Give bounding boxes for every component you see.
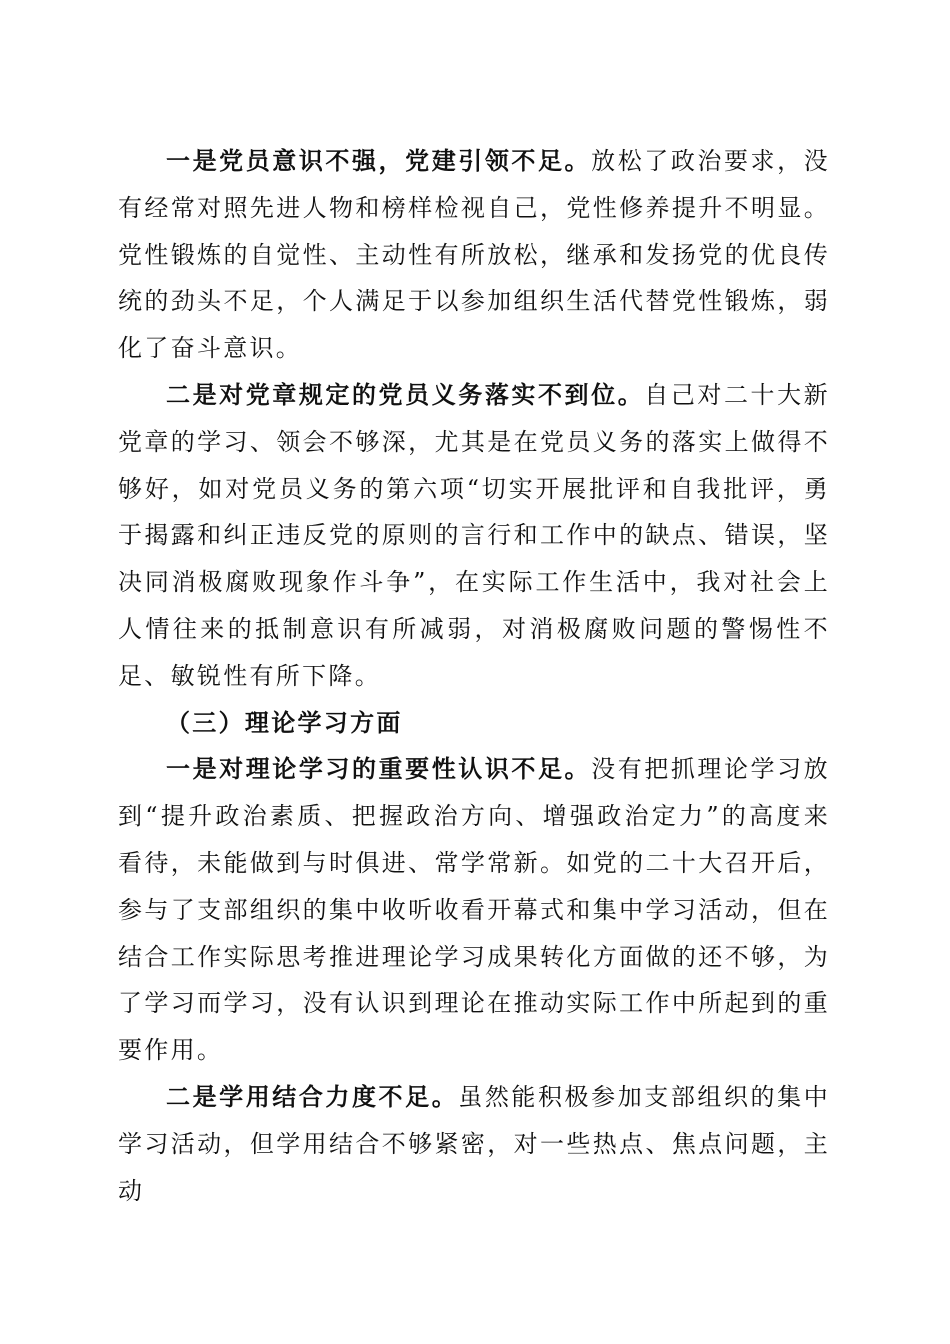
paragraph-party-awareness (118, 138, 830, 372)
section-heading: （三）理论学习方面 (166, 708, 403, 737)
document-body (118, 138, 830, 1214)
paragraph-text: 虽然能积极参加支部组织的集中学习活动，但学用结合不够紧密，对一些热点、焦点问题，主动 (118, 1082, 830, 1205)
paragraph-theory-importance (118, 746, 830, 1074)
paragraph-lead: 一是党员意识不强，党建引领不足。 (166, 147, 592, 175)
paragraph-text: 放松了政治要求，没有经常对照先进人物和榜样检视自己，党性修养提升不明显。党性锻炼的自觉性、主动性有所放松，继承和发扬党的优良传统的劲头不足，个人满足于以参加组织生活代替党性锻炼，弱化了奋斗意识。 (118, 147, 830, 363)
paragraph-lead: 一是对理论学习的重要性认识不足。 (166, 755, 592, 784)
paragraph-theory-practice (118, 1074, 830, 1214)
paragraph-lead: 二是对党章规定的党员义务落实不到位。 (166, 380, 645, 409)
paragraph-lead: 二是学用结合力度不足。 (166, 1082, 459, 1111)
paragraph-text: 自己对二十大新党章的学习、领会不够深，尤其是在党员义务的落实上做得不够好，如对党员义务的第六项“切实开展批评和自我批评，勇于揭露和纠正违反党的原则的言行和工作中的缺点、错误，坚决同消极腐败现象作斗争”，在实际工作生活中，我对社会上人情往来的抵制意识有所减弱，对消极腐败问题的警惕性不足、敏锐性有所下降。 (118, 380, 830, 690)
paragraph-party-duties (118, 372, 830, 700)
paragraph-text: 没有把抓理论学习放到“提升政治素质、把握政治方向、增强政治定力”的高度来看待，未能做到与时俱进、常学常新。如党的二十大召开后，参与了支部组织的集中收听收看开幕式和集中学习活动，但在结合工作实际思考推进理论学习成果转化方面做的还不够，为了学习而学习，没有认识到理论在推动实际工作中所起到的重要作用。 (118, 755, 830, 1065)
